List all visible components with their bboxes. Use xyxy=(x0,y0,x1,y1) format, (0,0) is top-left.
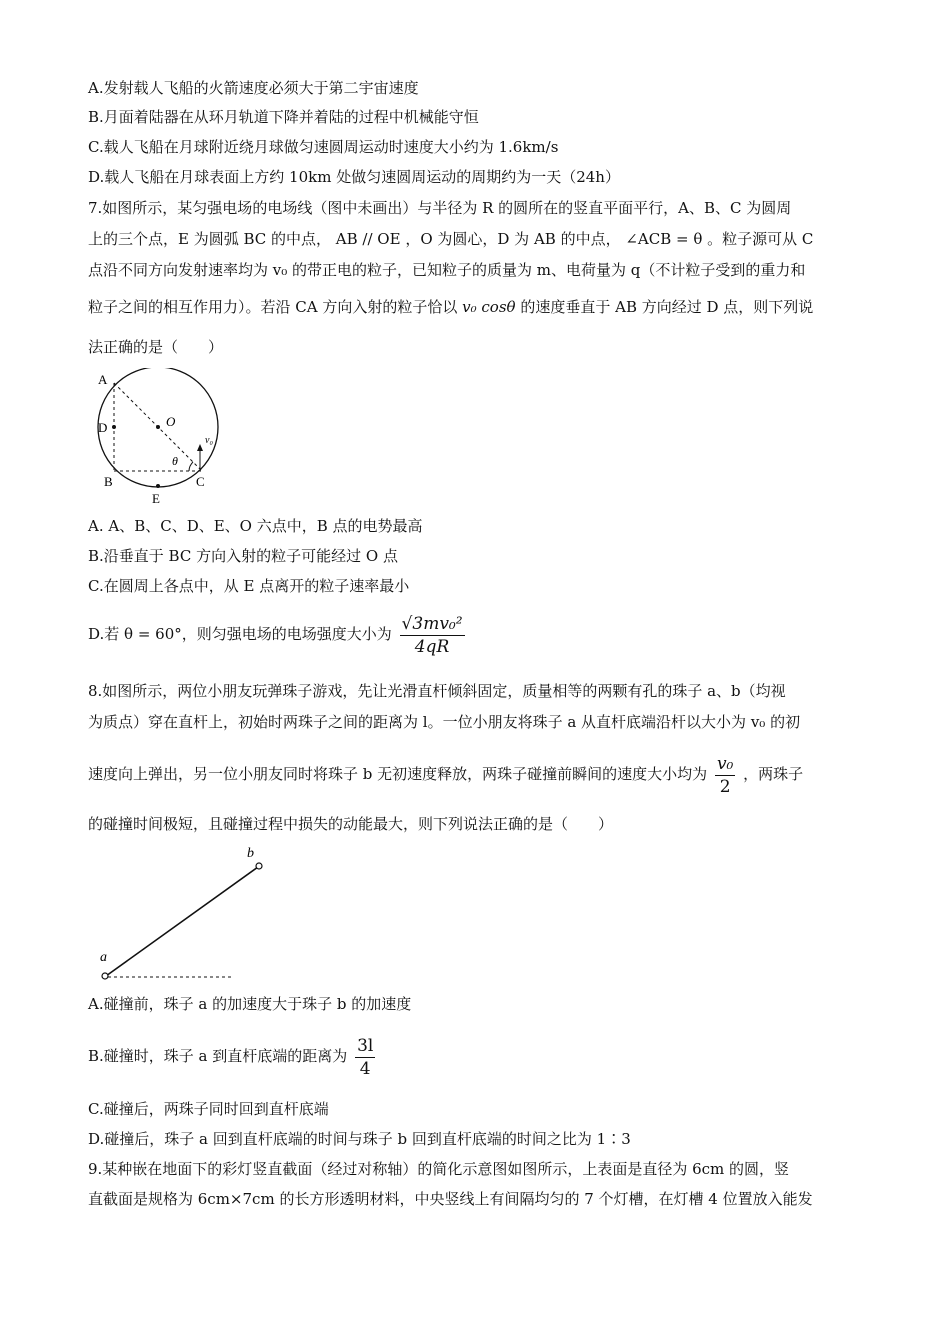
q8-option-d: D.碰撞后，珠子 a 回到直杆底端的时间与珠子 b 回到直杆底端的时间之比为 1∶3 xyxy=(88,1130,631,1148)
inclined-rod xyxy=(106,867,258,976)
q8-option-b-denominator: 4 xyxy=(359,1058,371,1079)
q7-option-d-prefix: D.若 θ = 60°，则匀强电场的电场强度大小为 xyxy=(88,625,392,643)
q8-option-b xyxy=(88,1034,378,1080)
q7-option-d-fraction xyxy=(400,613,465,658)
label-e: E xyxy=(152,491,160,506)
label-o: O xyxy=(166,414,176,429)
q7-stem-v0cos: v₀ cosθ xyxy=(462,298,516,316)
q7-option-d-denominator: 4qR xyxy=(414,636,450,657)
q8-stem-line3-a: 速度向上弹出，另一位小朋友同时将珠子 b 无初速度释放，两珠子碰撞前瞬间的速度大小均为 xyxy=(88,765,708,783)
q7-option-a: A. A、B、C、D、E、O 六点中，B 点的电势最高 xyxy=(88,517,423,535)
q8-stem-line3-b: ，两珠子 xyxy=(743,765,804,783)
q8-stem-line4: 的碰撞时间极短，且碰撞过程中损失的动能最大，则下列说法正确的是（ ） xyxy=(88,815,614,833)
q7-option-d xyxy=(88,612,468,658)
label-b: B xyxy=(104,474,113,489)
q8-stem-line2: 为质点）穿在直杆上，初始时两珠子之间的距离为 l。一位小朋友将珠子 a 从直杆底端沿杆以大小为 v₀ 的初 xyxy=(88,713,801,731)
q7-stem-line1: 7.如图所示，某匀强电场的电场线（图中未画出）与半径为 R 的圆所在的竖直平面平行，A、B、C 为圆周 xyxy=(88,199,792,217)
q7-stem-line2: 上的三个点，E 为圆弧 BC 的中点， AB // OE ，O 为圆心，D 为 AB 的中点， ∠ACB = θ 。粒子源可从 C xyxy=(88,230,814,248)
q8-option-a: A.碰撞前，珠子 a 的加速度大于珠子 b 的加速度 xyxy=(88,995,412,1013)
q7-stem-line3: 点沿不同方向发射速率均为 v₀ 的带正电的粒子，已知粒子的质量为 m、电荷量为 q（不计粒子受到的重力和 xyxy=(88,261,806,279)
q6-option-d: D.载人飞船在月球表面上方约 10km 处做匀速圆周运动的周期约为一天（24h） xyxy=(88,168,620,186)
q6-option-b: B.月面着陆器在从环月轨道下降并着陆的过程中机械能守恒 xyxy=(88,108,479,126)
label-v0: v₀ xyxy=(205,435,213,446)
q6-option-c: C.载人飞船在月球附近绕月球做匀速圆周运动时速度大小约为 1.6km/s xyxy=(88,138,559,156)
bead-a xyxy=(102,973,108,979)
label-b: b xyxy=(247,846,254,861)
q7-option-d-numerator: √3mv₀² xyxy=(401,613,463,634)
q7-option-c: C.在圆周上各点中，从 E 点离开的粒子速率最小 xyxy=(88,577,410,595)
q8-stem-line1: 8.如图所示，两位小朋友玩弹珠子游戏，先让光滑直杆倾斜固定，质量相等的两颗有孔的珠子 a、b（均视 xyxy=(88,682,786,700)
q8-rod-figure xyxy=(94,840,274,985)
q8-option-c: C.碰撞后，两珠子同时回到直杆底端 xyxy=(88,1100,329,1118)
q7-option-b: B.沿垂直于 BC 方向入射的粒子可能经过 O 点 xyxy=(88,547,398,565)
label-theta: θ xyxy=(172,454,178,468)
bead-b xyxy=(256,863,262,869)
q7-stem-line4-b: 的速度垂直于 AB 方向经过 D 点，则下列说 xyxy=(520,298,814,316)
label-a: A xyxy=(98,372,108,387)
q6-option-a: A.发射载人飞船的火箭速度必须大于第二宇宙速度 xyxy=(88,79,419,97)
label-c: C xyxy=(196,474,205,489)
q7-stem-line4-a: 粒子之间的相互作用力）。若沿 CA 方向入射的粒子恰以 xyxy=(88,298,458,316)
q8-speed-fraction xyxy=(715,753,735,798)
point-d xyxy=(112,425,116,429)
theta-arc xyxy=(189,462,193,471)
q7-stem-line4 xyxy=(88,297,813,317)
v0-arrowhead xyxy=(197,444,203,451)
q9-stem-line2: 直截面是规格为 6cm×7cm 的长方形透明材料，中央竖线上有间隔均匀的 7 个灯槽，在灯槽 4 位置放入能发 xyxy=(88,1190,813,1208)
label-a: a xyxy=(100,950,107,965)
q8-speed-denominator: 2 xyxy=(719,776,731,797)
q8-stem-line3 xyxy=(88,752,803,798)
q8-option-b-prefix: B.碰撞时，珠子 a 到直杆底端的距离为 xyxy=(88,1047,348,1065)
point-e xyxy=(156,484,160,488)
q7-circle-figure xyxy=(92,368,232,508)
label-d: D xyxy=(98,420,108,435)
q9-stem-line1: 9.某种嵌在地面下的彩灯竖直截面（经过对称轴）的简化示意图如图所示，上表面是直径为 6cm 的圆，竖 xyxy=(88,1160,790,1178)
q8-speed-numerator: v₀ xyxy=(716,753,734,774)
point-o xyxy=(156,425,160,429)
q7-stem-line5: 法正确的是（ ） xyxy=(88,338,224,356)
q8-option-b-fraction xyxy=(355,1035,375,1080)
q8-option-b-numerator: 3l xyxy=(357,1035,374,1056)
